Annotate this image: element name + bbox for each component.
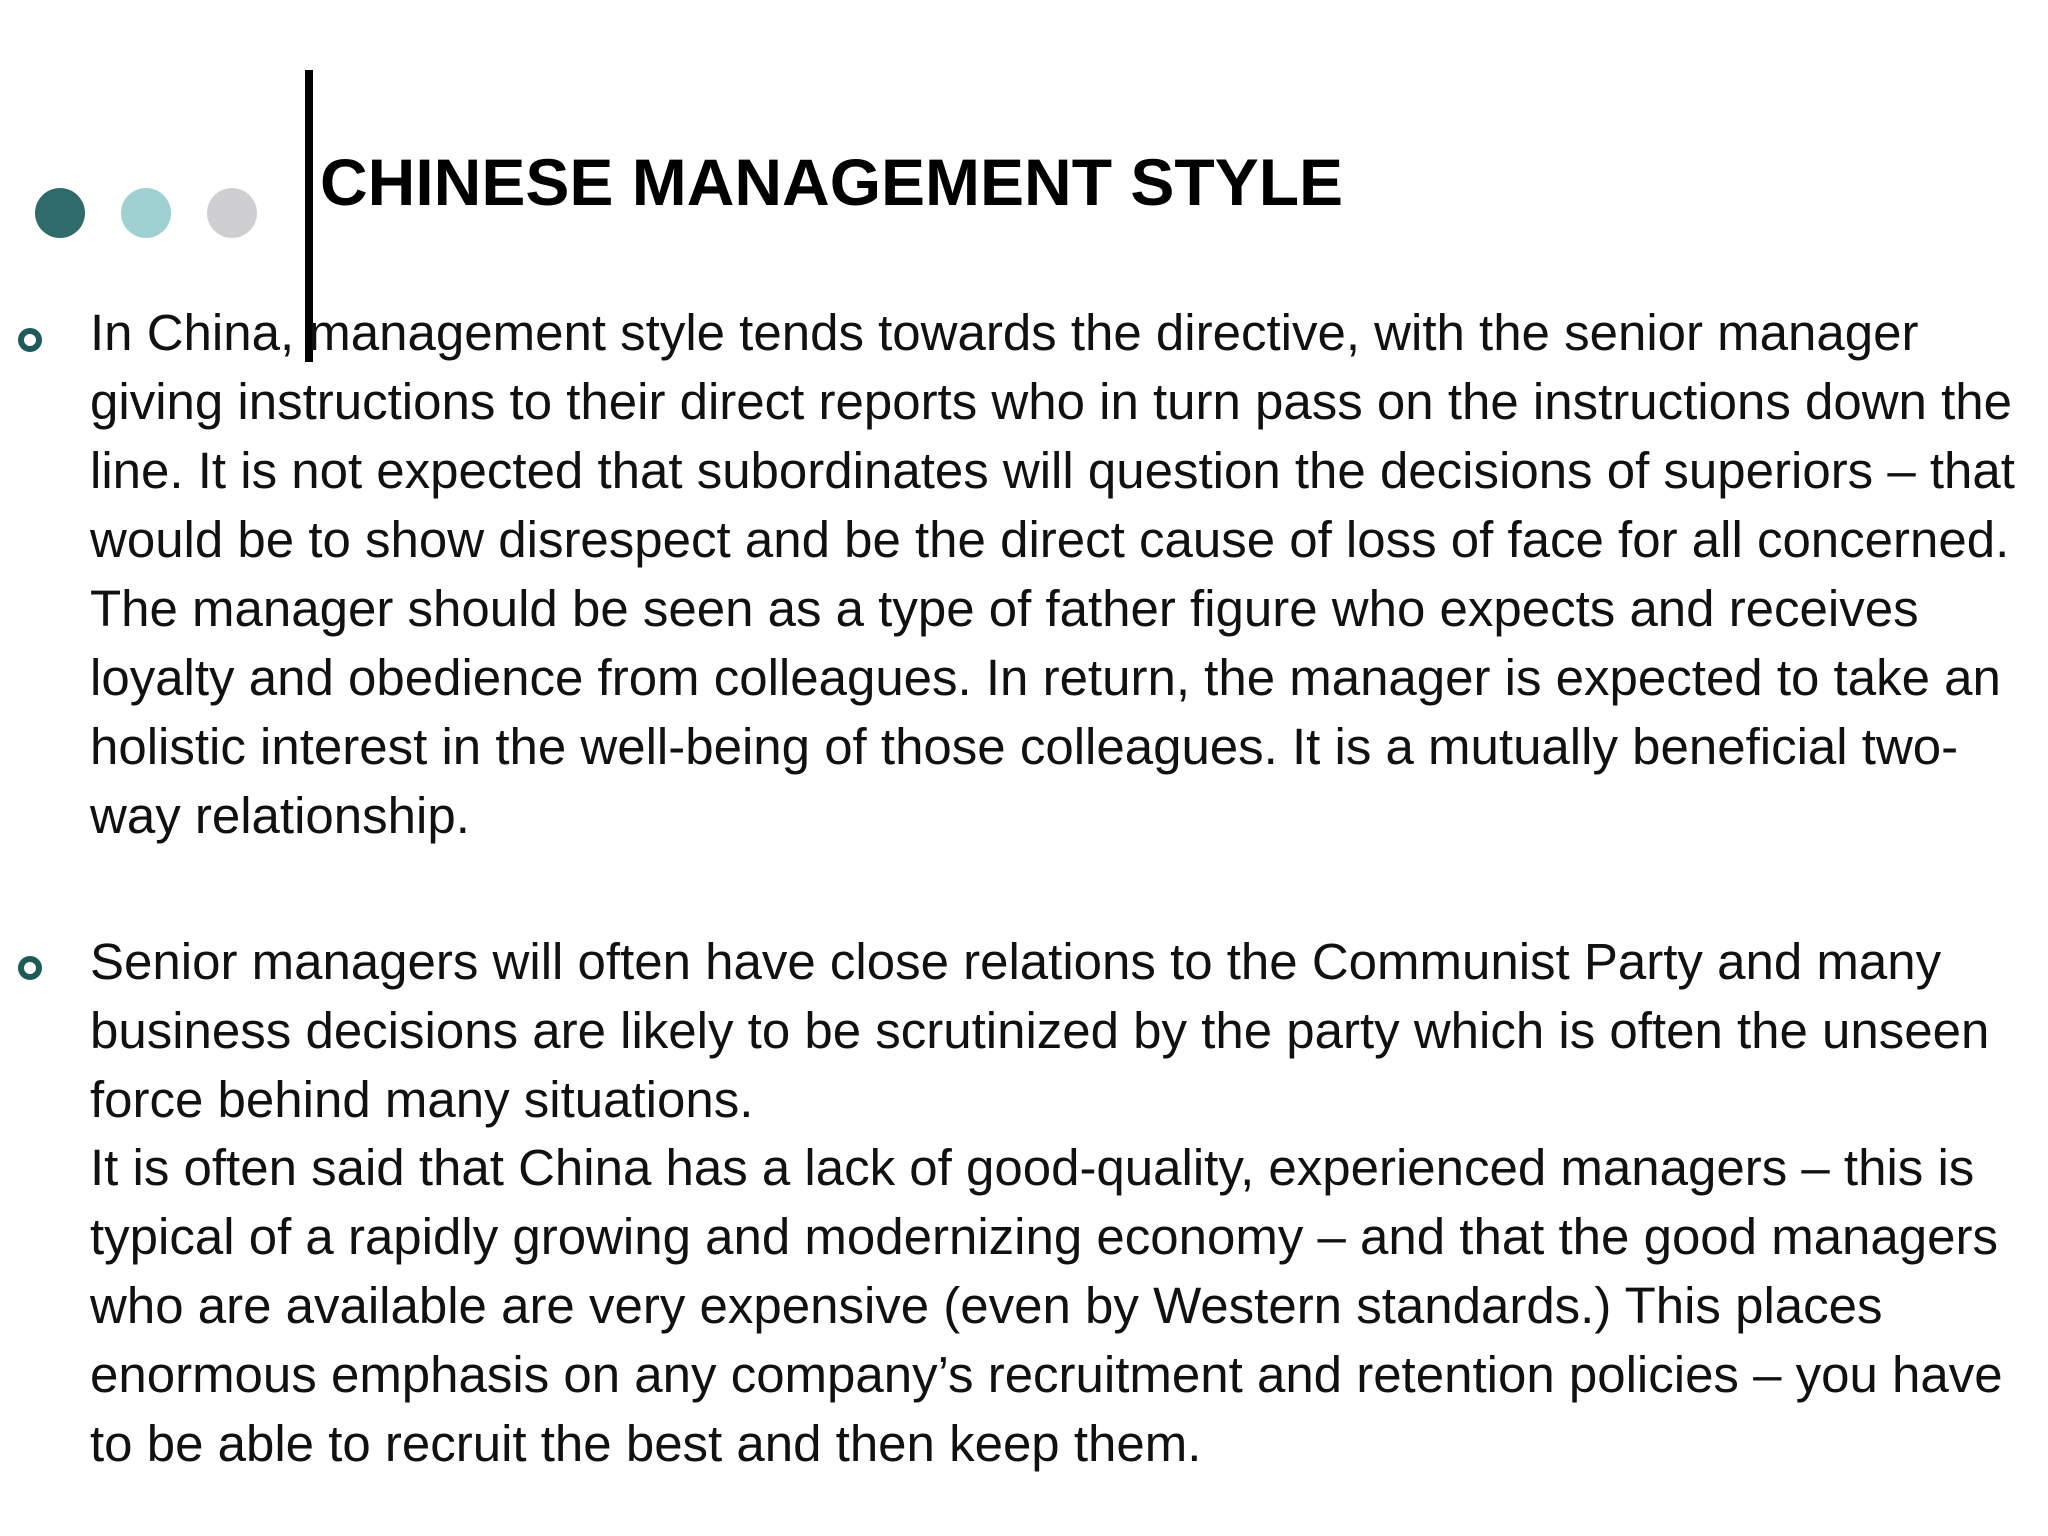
- grey-dot-icon: [207, 188, 257, 238]
- paragraph-manager-shortage: It is often said that China has a lack of good-quality, experienced managers – this is typical of a rapidly growing and modernizing economy – and that the good managers who are available are very expensive (even by Western standards.) This places enormous emphasis on any company’s recruitment and retention policies – you have to be able to recruit the best and then keep them.: [90, 1139, 2003, 1472]
- paragraph-communist-party: Senior managers will often have close relations to the Communist Party and many business decisions are likely to be scrutinized by the party which is often the unseen force behind many situations.: [90, 933, 1990, 1128]
- bullet-icon: [18, 956, 42, 980]
- slide-title: CHINESE MANAGEMENT STYLE: [320, 145, 1344, 219]
- bullet-icon: [18, 328, 42, 352]
- paragraph-management-style: In China, management style tends towards the directive, with the senior manager giving instructions to their direct reports who in turn pass on the instructions down the line. It is not expected that subordinates will question the decisions of superiors – that would be to show disrespect and be the direct cause of loss of face for all concerned. The manager should be seen as a type of father figure who expects and receives loyalty and obedience from colleagues. In return, the manager is expected to take an holistic interest in the well-being of those colleagues. It is a mutually beneficial two-way relationship.: [90, 304, 2015, 844]
- dark-teal-dot-icon: [35, 188, 85, 238]
- light-teal-dot-icon: [121, 188, 171, 238]
